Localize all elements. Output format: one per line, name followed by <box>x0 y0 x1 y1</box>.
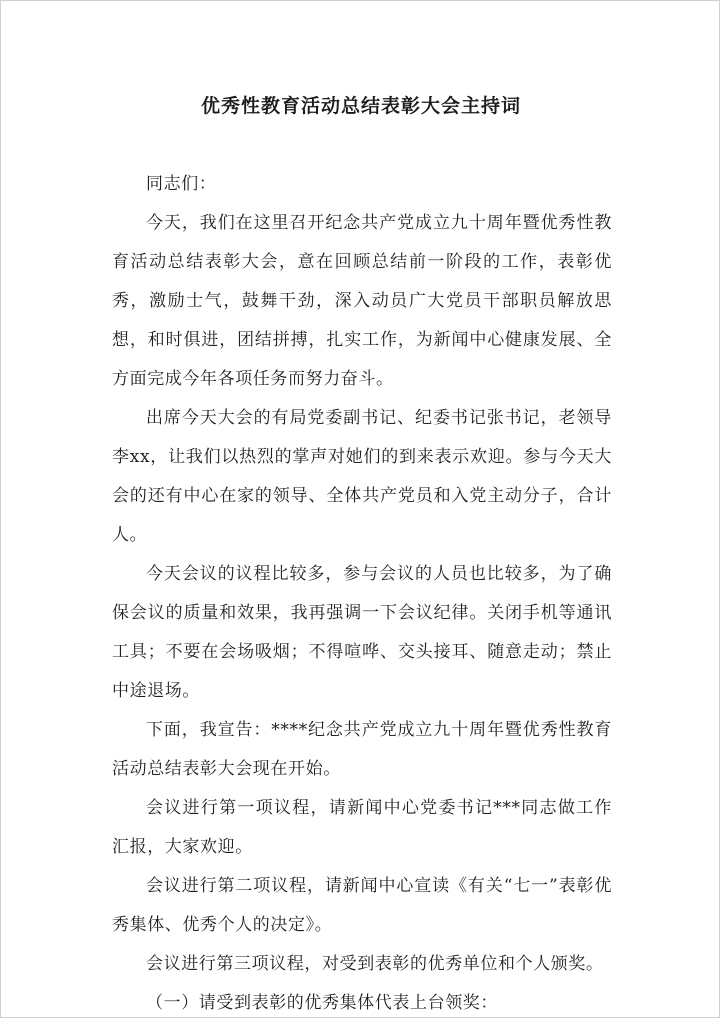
paragraph-discipline: 今天会议的议程比较多，参与会议的人员也比较多，为了确保会议的质量和效果，我再强调一下会议纪律。关闭手机等通讯工具；不要在会场吸烟；不得喧哗、交头接耳、随意走动；禁止中途退场。 <box>112 564 612 701</box>
paragraph-opening: 今天，我们在这里召开纪念共产党成立九十周年暨优秀性教育活动总结表彰大会，意在回顾总结前一阶段的工作，表彰优秀，激励士气，鼓舞干劲，深入动员广大党员干部职员解放思想，和时俱进，团结拼搏，扎实工作，为新闻中心健康发展、全方面完成今年各项任务而努力奋斗。 <box>112 213 612 389</box>
document-title: 优秀性教育活动总结表彰大会主持词 <box>200 95 521 117</box>
paragraph-announcement: 下面，我宣告：****纪念共产党成立九十周年暨优秀性教育活动总结表彰大会现在开始。 <box>112 720 612 779</box>
paragraph-attendees: 出席今天大会的有局党委副书记、纪委书记张书记，老领导李xx，让我们以热烈的掌声对她们的到来表示欢迎。参与今天大会的还有中心在家的领导、全体共产党员和入党主动分子，合计人。 <box>112 408 612 545</box>
paragraph-greeting: 同志们： <box>146 174 217 194</box>
document-body <box>112 165 612 1023</box>
paragraph-award-collective: （一）请受到表彰的优秀集体代表上台领奖： <box>146 993 498 1013</box>
paragraph-agenda-3: 会议进行第三项议程，对受到表彰的优秀单位和个人颁奖。 <box>146 954 604 974</box>
paragraph-agenda-1: 会议进行第一项议程，请新闻中心党委书记***同志做工作汇报，大家欢迎。 <box>112 798 612 857</box>
paragraph-agenda-2: 会议进行第二项议程，请新闻中心宣读《有关“七一”表彰优秀集体、优秀个人的决定》。 <box>112 876 612 935</box>
